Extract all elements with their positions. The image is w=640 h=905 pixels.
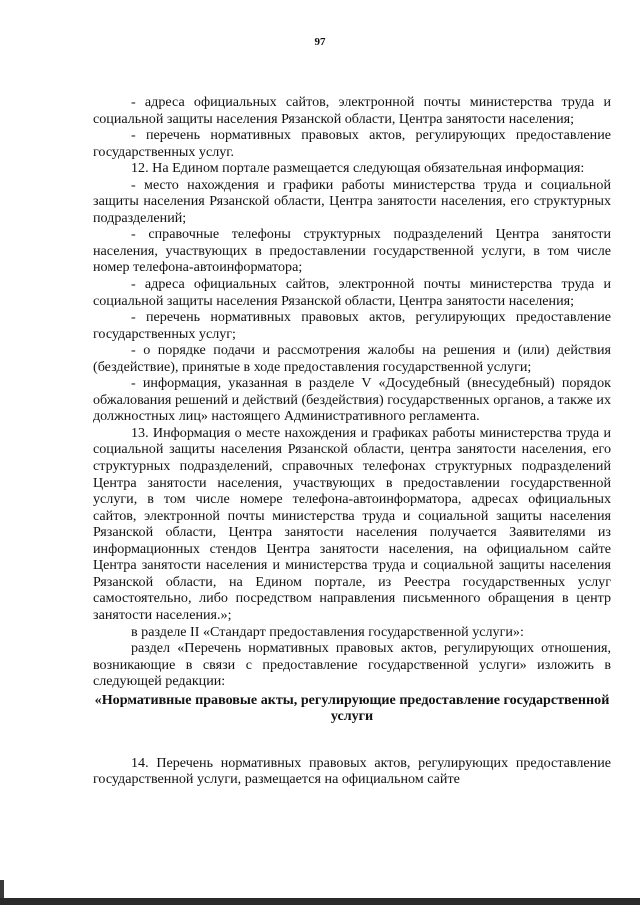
paragraph: 12. На Едином портале размещается следующая обязательная информация: [131,160,585,177]
paragraph: - перечень нормативных правовых актов, регулирующих предоставление государственных услуг. [93,127,611,160]
paragraph: раздел «Перечень нормативных правовых актов, регулирующих отношения, возникающие в связи с предоставление государственной услуги» изложить в следующей редакции: [93,640,611,690]
paragraph: - о порядке подачи и рассмотрения жалобы на решения и (или) действия (бездействие), принятые в ходе предоставления государственной услуги; [93,342,611,375]
document-body [93,94,611,788]
paragraph: в разделе II «Стандарт предоставления государственной услуги»: [131,623,524,640]
paragraph: - информация, указанная в разделе V «Досудебный (внесудебный) порядок обжалования решений и действий (бездействия) государственных органов, а также их должностных лиц» настоящего Административного регламента. [93,375,611,425]
paragraph: 14. Перечень нормативных правовых актов, регулирующих предоставление государственной услуги, размещается на официальном сайте [93,754,611,788]
paragraph: - адреса официальных сайтов, электронной почты министерства труда и социальной защиты населения Рязанской области, Центра занятости населения; [93,94,611,127]
page-number: 97 [314,36,326,48]
paragraph: - перечень нормативных правовых актов, регулирующих предоставление государственных услуг; [93,309,611,342]
paragraph: - место нахождения и графики работы министерства труда и социальной защиты населения Рязанской области, Центра занятости населения, его структурных подразделений; [93,176,611,226]
paragraph: 13. Информация о месте нахождения и графиках работы министерства труда и социальной защиты населения Рязанской области, центра занятости населения, его структурных подразделений, справочных телефонах структурных подразделений Центра занятости населения, участвующих в предоставлении государственной услуги, в том числе номере телефона-автоинформатора, адресах официальных сайтов, электронной почты министерства труда и социальной защиты населения Рязанской области, Центра занятости населения получается Заявителями из информационных стендов Центра занятости населения, на официальном сайте Центра занятости населения и министерства труда и социальной защиты населения Рязанской области, на Едином портале, из Реестра государственных услуг самостоятельно, либо посредством направления письменного обращения в центр занятости населения.»; [93,424,611,623]
paragraph: - справочные телефоны структурных подразделений Центра занятости населения, участвующих в предоставлении государственной услуги, в том числе номер телефона-автоинформатора; [93,226,611,276]
scan-edge-artifact [0,880,4,898]
paragraph: - адреса официальных сайтов, электронной почты министерства труда и социальной защиты населения Рязанской области, Центра занятости населения; [93,276,611,309]
section-heading: «Нормативные правовые акты, регулирующие предоставление государственной услуги [94,691,610,725]
scan-edge-artifact [0,898,640,905]
